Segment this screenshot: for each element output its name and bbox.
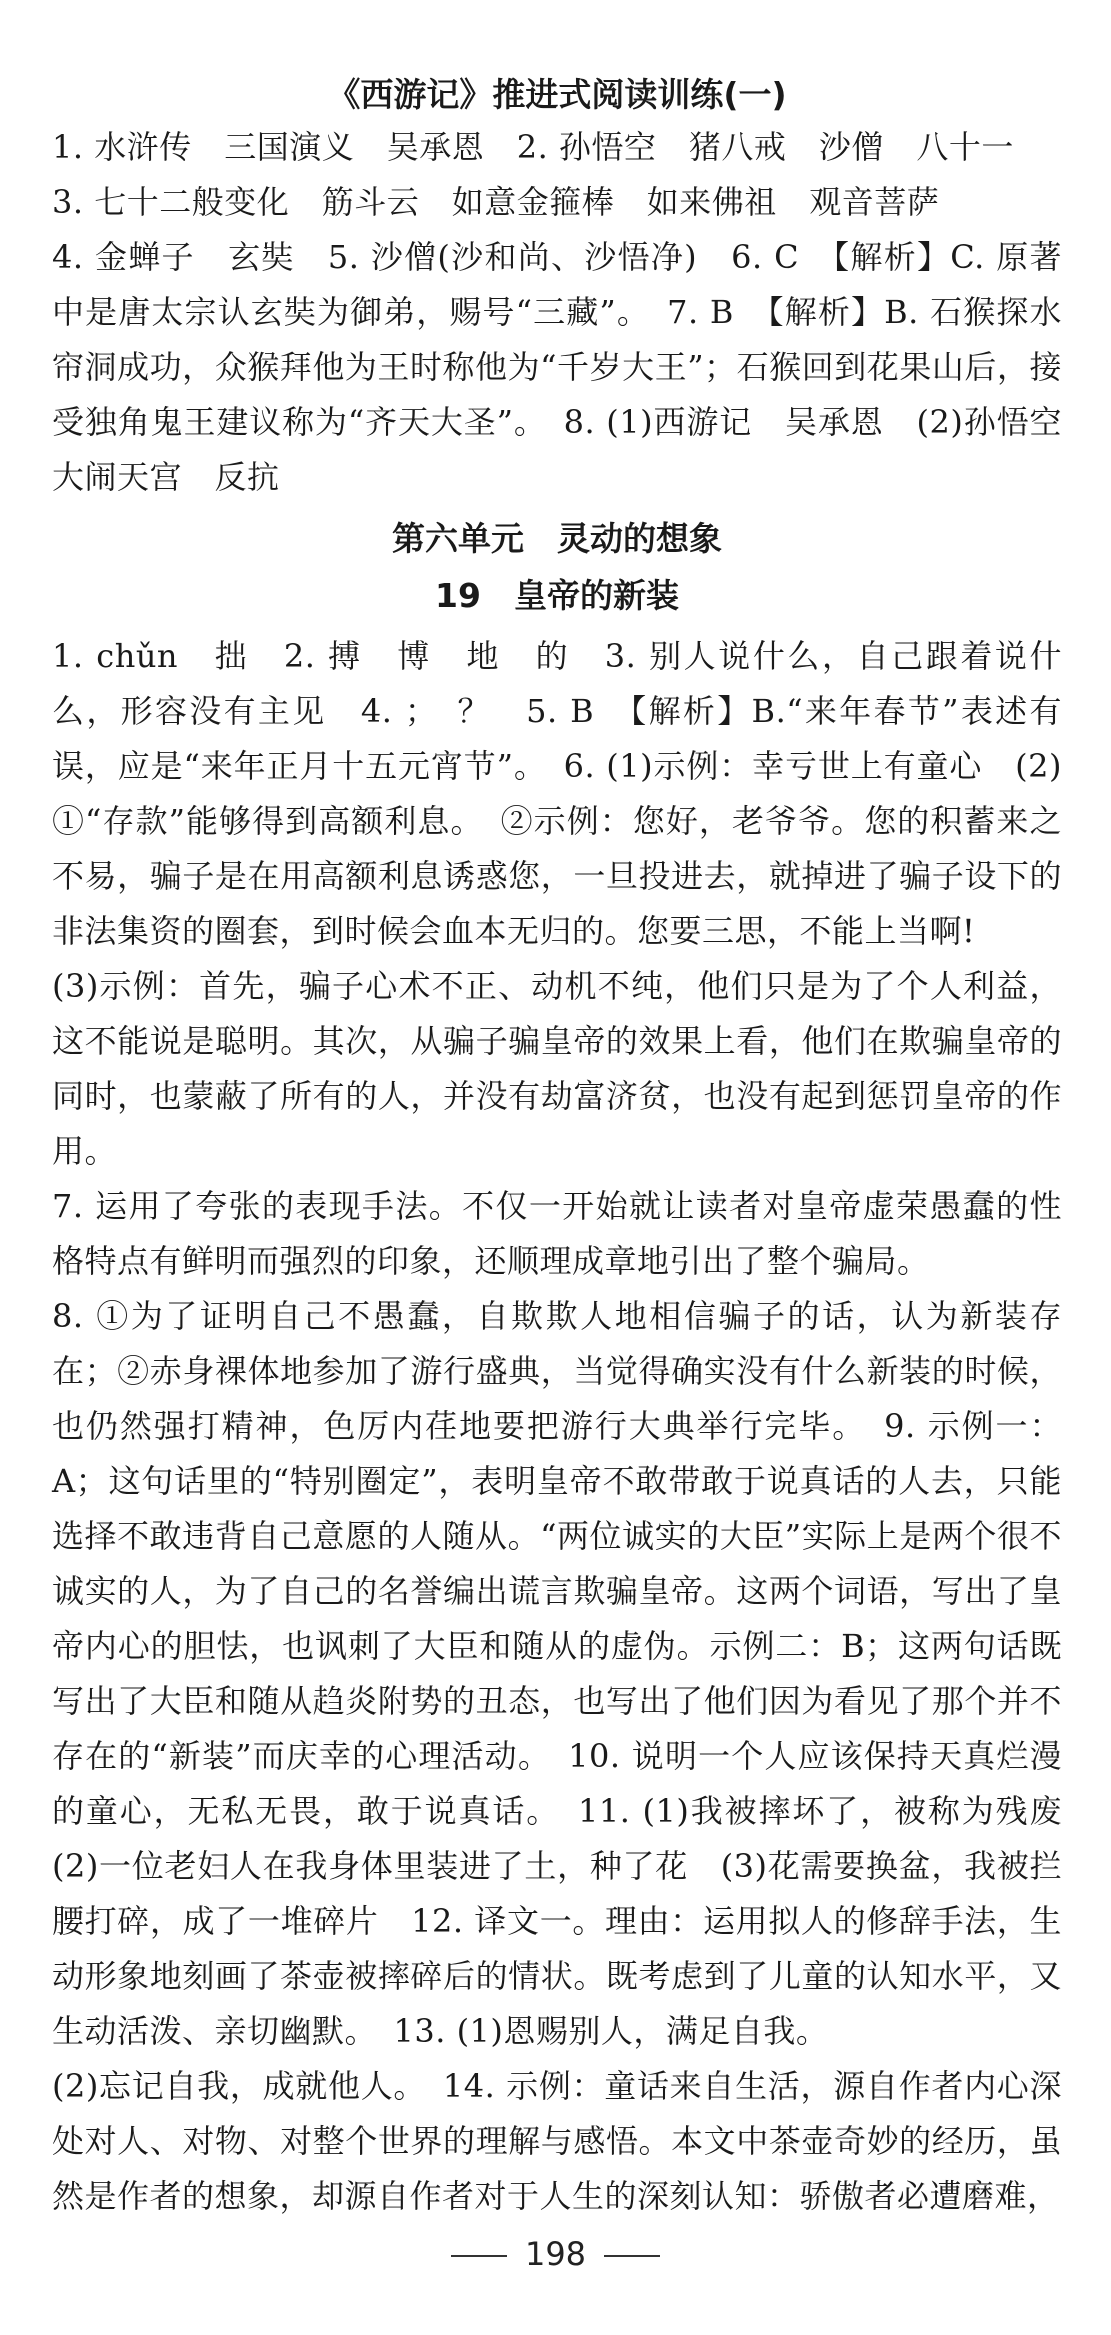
section-title-xiyouji: 《西游记》推进式阅读训练(一) [327,75,787,114]
lesson-answer-paragraph: (2)忘记自我，成就他人。 14. 示例：童话来自生活，源自作者内心深处对人、对物、对整个世界的理解与感悟。本文中茶壶奇妙的经历，虽然是作者的想象，却源自作者对于人生的深刻认知：骄傲者必遭磨难， [52,2067,1062,2215]
lesson-answer-paragraph: (3)示例：首先，骗子心术不正、动机不纯，他们只是为了个人利益，这不能说是聪明。其次，从骗子骗皇帝的效果上看，他们在欺骗皇帝的同时，也蒙蔽了所有的人，并没有劫富济贫，也没有起到惩罚皇帝的作用。 [52,967,1062,1170]
lesson-title: 19 皇帝的新装 [435,576,679,615]
page-footer [0,2235,1111,2273]
answer-line-1: 1. 水浒传 三国演义 吴承恩 2. 孙悟空 猪八戒 沙僧 八十一 [52,128,1014,166]
lesson-answer-paragraph: 1. chǔn 拙 2. 搏 博 地 的 3. 别人说什么，自己跟着说什么，形容没有主见 4. ； ？ 5. B 【解析】B.“来年春节”表述有误，应是“来年正月十五元宵节”。 6. (1)示例：幸亏世上有童心 (2)①“存款”能够得到高额利息。 ②示例：您好，老爷爷。您的积蓄来之不易，骗子是在用高额利息诱惑您，一旦投进去，就掉进了骗子设下的非法集资的圈套，到时候会血本无归的。您要三思，不能上当啊! [52,637,1062,950]
lesson-answer-paragraph: 7. 运用了夸张的表现手法。不仅一开始就让读者对皇帝虚荣愚蠢的性格特点有鲜明而强烈的印象，还顺理成章地引出了整个骗局。 [52,1187,1062,1280]
answer-page [52,70,1095,2224]
page-number: 198 [524,2235,587,2273]
footer-dash-right [604,2255,660,2257]
answer-line-3: 3. 七十二般变化 筋斗云 如意金箍棒 如来佛祖 观音菩萨 [52,183,940,221]
unit-title: 第六单元 灵动的想象 [392,519,722,558]
lesson-answer-paragraph: 8. ①为了证明自己不愚蠢，自欺欺人地相信骗子的话，认为新装存在；②赤身裸体地参加了游行盛典，当觉得确实没有什么新装的时候，也仍然强打精神，色厉内荏地要把游行大典举行完毕。 9. 示例一：A；这句话里的“特别圈定”，表明皇帝不敢带敢于说真话的人去，只能选择不敢违背自己意愿的人随从。“两位诚实的大臣”实际上是两个很不诚实的人，为了自己的名誉编出谎言欺骗皇帝。这两个词语，写出了皇帝内心的胆怯，也讽刺了大臣和随从的虚伪。示例二：B；这两句话既写出了大臣和随从趋炎附势的丑态，也写出了他们因为看见了那个并不存在的“新装”而庆幸的心理活动。 10. 说明一个人应该保持天真烂漫的童心，无私无畏，敢于说真话。 11. (1)我被摔坏了，被称为残废 (2)一位老妇人在我身体里装进了土，种了花 (3)花需要换盆，我被拦腰打碎，成了一堆碎片 12. 译文一。理由：运用拟人的修辞手法，生动形象地刻画了茶壶被摔碎后的情状。既考虑到了儿童的认知水平，又生动活泼、亲切幽默。 13. (1)恩赐别人，满足自我。 [52,1297,1095,2050]
footer-dash-left [451,2255,507,2257]
answer-paragraph-4-8: 4. 金蝉子 玄奘 5. 沙僧(沙和尚、沙悟净) 6. C 【解析】C. 原著中是唐太宗认玄奘为御弟，赐号“三藏”。 7. B 【解析】B. 石猴探水帘洞成功，众猴拜他为王时称他为“千岁大王”；石猴回到花果山后，接受独角鬼王建议称为“齐天大圣”。 8. (1)西游记 吴承恩 (2)孙悟空大闹天宫 反抗 [52,238,1062,496]
